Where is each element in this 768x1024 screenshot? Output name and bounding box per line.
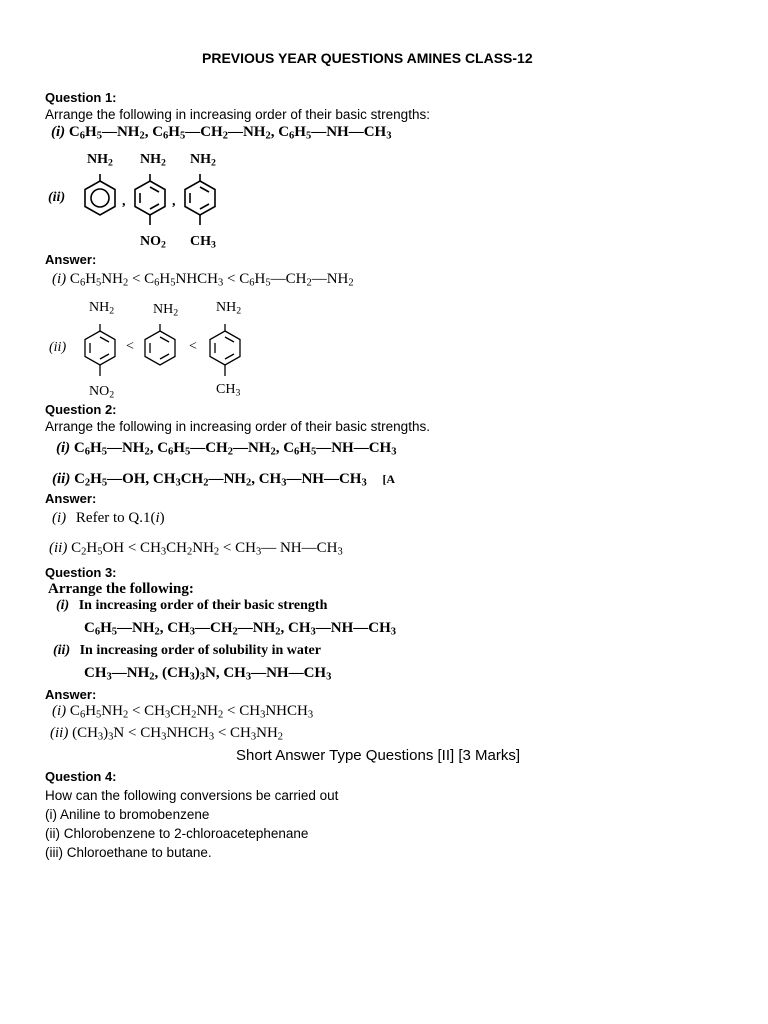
q4-item-2: (ii) Chlorobenzene to 2-chloroacetephenane <box>45 826 309 841</box>
answer-ring-3 <box>210 324 240 376</box>
q3-part-ii-formula: $CH_3—NH_2$, $(CH_3)_3N$, $CH_3—NH—CH_3$ <box>84 665 332 683</box>
q4-item-1: (i) Aniline to bromobenzene <box>45 807 210 822</box>
q3-answer-i <box>52 703 313 720</box>
q1-ring2-top-text: $NH_2$ <box>140 152 166 169</box>
q1-ring3-bottom <box>190 234 216 250</box>
q2-answer-i-text: Refer to Q.1( <box>75 510 156 526</box>
q1-answer-ring2-top <box>153 302 178 318</box>
svg-text:,: , <box>172 194 176 209</box>
q4-item-3: (iii) Chloroethane to butane. <box>45 845 212 860</box>
q3-part-i-text: In increasing order of their basic strength <box>78 598 328 613</box>
q2-answer-i-end: ) <box>159 510 165 526</box>
q1-ring3-bottom-text: $CH_3$ <box>190 234 216 251</box>
q2-part-ii-formula: $C_2H_5—OH$, $CH_3CH_2—NH_2$, $CH_3—NH—CH_3$ <box>74 471 367 489</box>
q1-answer-i-label: (i) <box>52 271 67 287</box>
q3-part-i-formula: $C_6H_5—NH_2$, $CH_3—CH_2—NH_2$, $CH_3—NH—CH_3$ <box>84 620 397 638</box>
q2-answer-i-label: (i) <box>52 510 67 526</box>
q3-part-ii-text: In increasing order of solubility in water <box>79 643 321 658</box>
q1-answer-ring3-top-text: $NH_2$ <box>216 300 242 317</box>
benzene-ring-2 <box>135 174 165 225</box>
q1-part-i <box>51 124 391 141</box>
question-3-heading: Question 3: <box>45 565 117 580</box>
q3-answer-ii-formula: $(CH_3)_3N$ < $CH_3NHCH_3 < CH_3NH_2$ <box>72 725 284 743</box>
q1-answer-i <box>52 271 354 288</box>
q2-answer-i <box>52 510 165 527</box>
q1-part-i-formula: $C_6H_5—NH_2$, $C_6H_5—CH_2—NH_2$, $C_6H_5—NH—CH_3$ <box>68 124 392 142</box>
q1-ring2-bottom <box>140 234 166 250</box>
q3-part-ii-label: (ii) <box>53 643 71 658</box>
q1-answer-lt-1: < <box>126 339 134 354</box>
q1-answer-ring3-bottom <box>216 382 240 398</box>
question-4-heading: Question 4: <box>45 769 117 784</box>
question-4-prompt: How can the following conversions be carried out <box>45 788 339 803</box>
q1-ring1-top <box>87 152 113 168</box>
q1-answer-ring1-bottom <box>89 384 114 400</box>
section-heading: Short Answer Type Questions [II] [3 Marks] <box>236 747 521 764</box>
q2-answer-ii-label: (ii) <box>49 540 68 556</box>
q1-part-i-label: (i) <box>51 124 66 140</box>
q3-answer-heading: Answer: <box>45 687 97 702</box>
q1-answer-ring1-top-text: $NH_2$ <box>89 300 115 317</box>
svg-text:,: , <box>122 194 126 209</box>
q2-part-i-formula: $C_6H_5—NH_2$, $C_6H_5—CH_2—NH_2$, $C_6H_5—NH—CH_3$ <box>73 440 397 458</box>
q1-ring1-top-text: $NH_2$ <box>87 152 113 169</box>
q3-answer-ii-label: (ii) <box>50 725 69 741</box>
q1-answer-heading: Answer: <box>45 252 97 267</box>
q1-answer-lt-2: < <box>189 339 197 354</box>
page-title: PREVIOUS YEAR QUESTIONS AMINES CLASS-12 <box>202 50 533 66</box>
q1-answer-ring3-top <box>216 300 241 316</box>
q1-ring3-top-text: $NH_2$ <box>190 152 216 169</box>
q2-answer-i-italic: i <box>155 510 160 526</box>
q2-part-i <box>56 440 396 457</box>
q1-answer-ring3-bottom-text: $CH_3$ <box>216 382 241 399</box>
question-2-heading: Question 2: <box>45 402 117 417</box>
q1-answer-ii-label: (ii) <box>49 340 67 355</box>
answer-ring-1 <box>85 324 115 376</box>
benzene-ring-3 <box>185 174 215 225</box>
question-1-heading: Question 1: <box>45 90 117 105</box>
q3-answer-i-formula: $C_6H_5NH_2 < CH_3CH_2NH_2$ < $CH_3NHCH_3$ <box>69 703 314 721</box>
q1-answer-ring2-top-text: $NH_2$ <box>153 302 179 319</box>
q1-ring2-bottom-text: $NO_2$ <box>140 234 166 251</box>
q1-answer-ring1-bottom-text: $NO_2$ <box>89 384 115 401</box>
q2-part-ii-tail: [A <box>382 472 396 486</box>
q2-part-ii-label: (ii) <box>52 471 71 487</box>
q2-part-i-label: (i) <box>56 440 71 456</box>
q1-part-ii-label: (ii) <box>48 190 66 205</box>
benzene-ring-1 <box>85 174 115 215</box>
q3-part-ii <box>53 643 321 659</box>
q1-ring2-top <box>140 152 166 168</box>
q3-arrange: Arrange the following: <box>48 581 194 597</box>
q1-ring3-top <box>190 152 216 168</box>
question-2-prompt: Arrange the following in increasing order of their basic strengths. <box>45 419 430 434</box>
q1-answer-i-formula: $C_6H_5NH_2$ < $C_6H_5NHCH_3$ < $C_6H_5—CH_2—NH_2$ <box>69 271 354 289</box>
q2-part-ii <box>52 471 395 488</box>
q1-answer-ring1-top <box>89 300 114 316</box>
q3-answer-i-label: (i) <box>52 703 67 719</box>
q2-answer-heading: Answer: <box>45 491 97 506</box>
q3-part-i <box>56 598 327 614</box>
answer-ring-2 <box>145 324 175 365</box>
question-1-prompt: Arrange the following in increasing order of their basic strengths: <box>45 107 430 122</box>
q3-part-i-label: (i) <box>56 598 70 613</box>
q2-answer-ii-formula: $C_2H_5OH < CH_3CH_2NH_2$ < $CH_3—$ $NH—CH_3$ <box>71 540 343 558</box>
q3-answer-ii <box>50 725 283 742</box>
q2-answer-ii <box>49 540 343 557</box>
